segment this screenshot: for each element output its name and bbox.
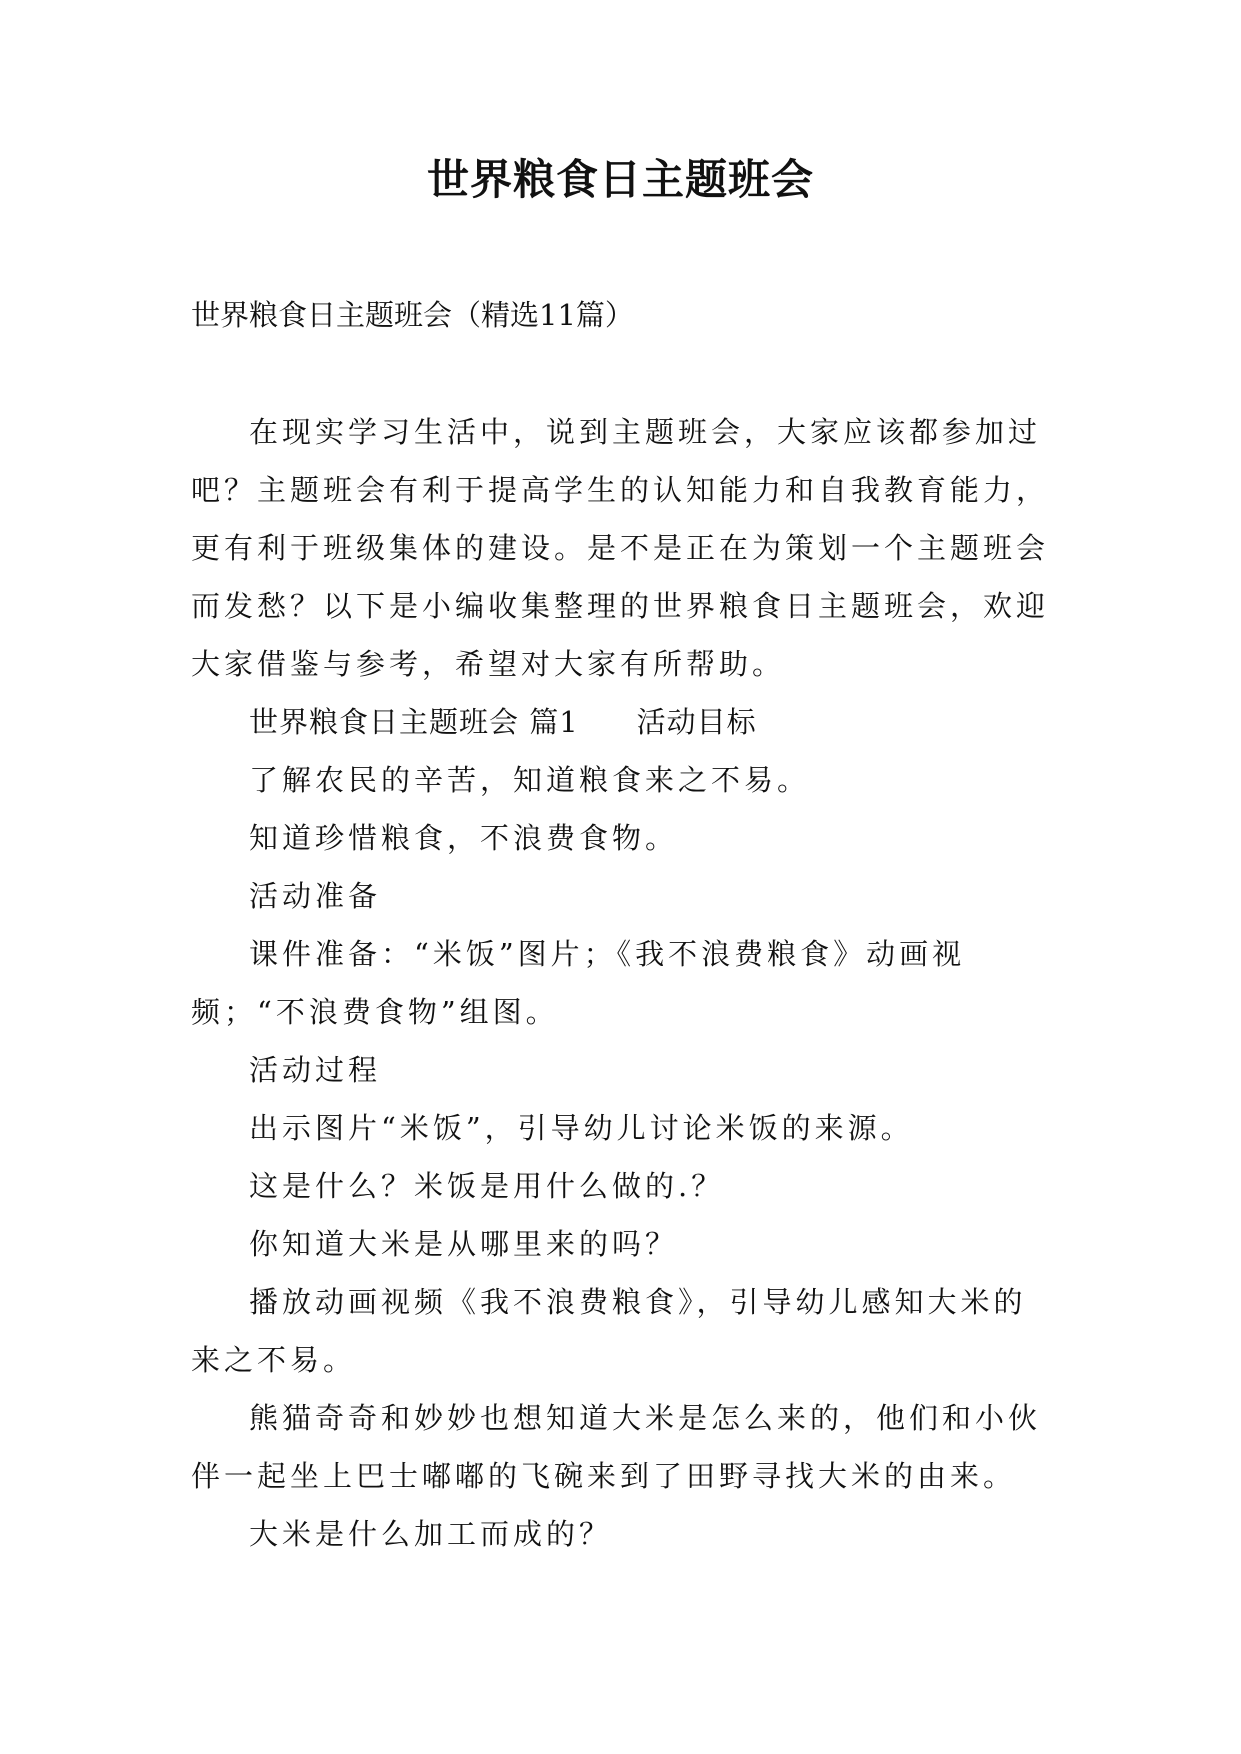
activity-goal-heading: 活动目标 [636,705,757,739]
process-paragraph: 出示图片“米饭”，引导幼儿讨论米饭的来源。 [249,1111,914,1145]
activity-prep-heading: 活动准备 [249,879,382,913]
process-paragraph: 熊猫奇奇和妙妙也想知道大米是怎么来的，他们和小伙伴一起坐上巴士嘟嘟的飞碗来到了田野寻找大米的由来。 [191,1401,1042,1493]
document-subtitle: 世界粮食日主题班会（精选11篇） [191,298,634,332]
page-title: 世界粮食日主题班会 [426,155,814,204]
process-paragraph: 大米是什么加工而成的？ [249,1517,613,1551]
goal-item: 知道珍惜粮食，不浪费食物。 [249,821,679,855]
section-heading: 世界粮食日主题班会 篇1 [249,705,579,739]
activity-process-heading: 活动过程 [249,1053,382,1087]
prep-paragraph: 课件准备：“米饭”图片；《我不浪费粮食》动画视频；“不浪费食物”组图。 [191,937,966,1029]
document-body [191,403,1053,1563]
process-paragraph: 播放动画视频《我不浪费粮食》，引导幼儿感知大米的来之不易。 [191,1285,1027,1377]
process-paragraph: 你知道大米是从哪里来的吗？ [249,1227,679,1261]
intro-paragraph: 在现实学习生活中，说到主题班会，大家应该都参加过吧？主题班会有利于提高学生的认知能力和自我教育能力，更有利于班级集体的建设。是不是正在为策划一个主题班会而发愁？以下是小编收集整理的世界粮食日主题班会，欢迎大家借鉴与参考，希望对大家有所帮助。 [191,415,1050,681]
goal-item: 了解农民的辛苦，知道粮食来之不易。 [249,763,811,797]
section-heading-line [191,693,1053,751]
process-paragraph: 这是什么？米饭是用什么做的.？ [249,1169,725,1203]
